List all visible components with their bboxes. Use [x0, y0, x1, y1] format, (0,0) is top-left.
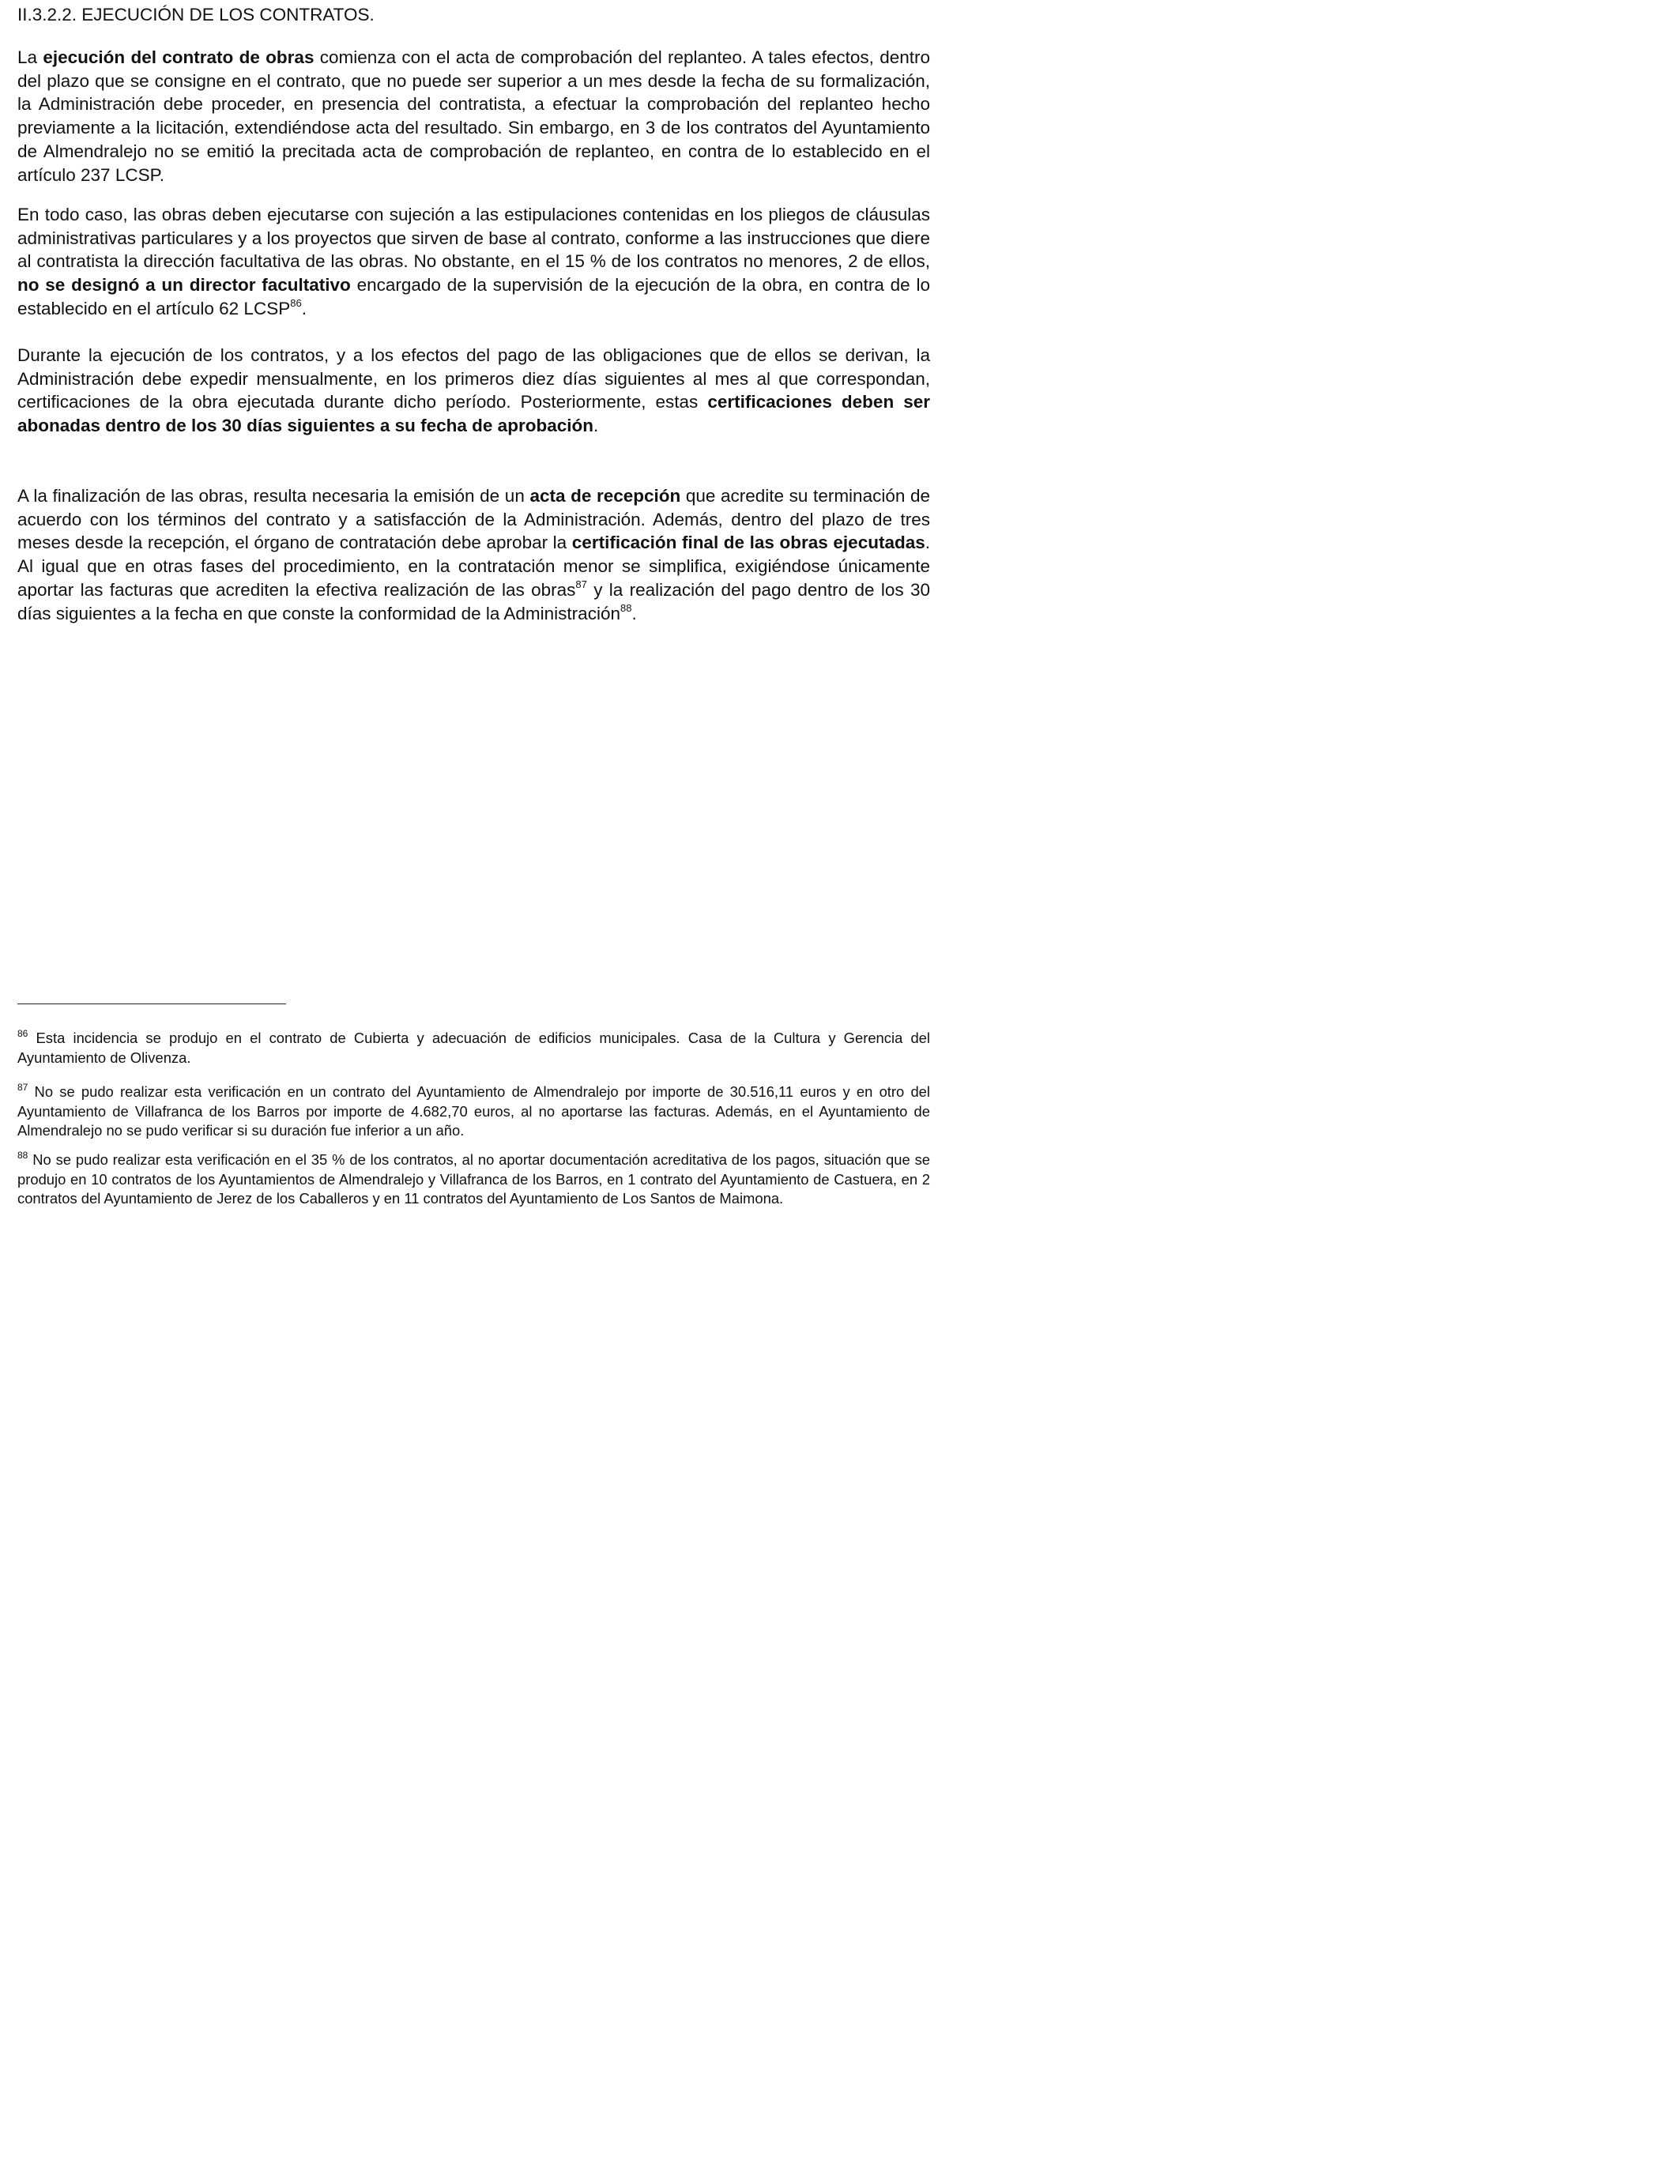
p1-text-2: comienza con el acta de comprobación del replanteo. A tales efectos, dentro del plazo que se consigne en el contrato, que no puede ser superior a un mes desde la fecha de su formalización, la Administración debe proceder, en presencia del contratista, a efectuar la comprobación del replanteo hecho previamente a la licitación, extendiéndose acta del resultado. Sin embargo, en 3 de los contratos del Ayuntamiento de Almendralejo no se emitió la precitada acta de comprobación de replanteo, en contra de lo establecido en el artículo 237 LCSP.	[17, 47, 930, 185]
p4-bold-2: certificación final de las obras ejecutadas	[571, 533, 925, 553]
paragraph-director-facultativo	[17, 203, 930, 321]
paragraph-obras-execution	[17, 46, 930, 186]
p3-text-1: Durante la ejecución de los contratos, y a los efectos del pago de las obligaciones que de ellos se derivan, la Administración debe expedir mensualmente, en los primeros diez días siguientes al mes al que correspondan, certificaciones de la obra ejecutada durante dicho período. Posteriormente, estas	[17, 345, 930, 412]
footnote-text: Esta incidencia se produjo en el contrato de Cubierta y adecuación de edificios municipales. Casa de la Cultura y Gerencia del Ayuntamiento de Olivenza.	[17, 1030, 930, 1066]
p1-text-1: La	[17, 47, 43, 67]
p3-text-2: .	[593, 416, 599, 436]
p4-text-4: y la realización del pago dentro de los 30 días siguientes a la fecha en que conste la conformidad de la Administración	[17, 579, 930, 623]
p2-bold-1: no se designó a un director facultativo	[17, 275, 351, 296]
p4-text-5: .	[631, 603, 637, 623]
footnote-ref-87[interactable]: 87	[575, 578, 587, 590]
p2-text-2: encargado de la supervisión de la ejecución de la obra, en contra de lo establecido en el artículo 62 LCSP	[17, 275, 930, 318]
footnote-86	[17, 1029, 930, 1068]
p4-bold-1: acta de recepción	[529, 486, 681, 506]
footnote-number: 88	[17, 1150, 28, 1161]
footnote-number: 86	[17, 1028, 28, 1039]
p1-bold-1: ejecución del contrato de obras	[43, 47, 315, 67]
footnote-88	[17, 1150, 930, 1209]
p2-text-1: En todo caso, las obras deben ejecutarse con sujeción a las estipulaciones contenidas en los pliegos de cláusulas administrativas particulares y a los proyectos que sirven de base al contrato, conforme a las instrucciones que diere al contratista la dirección facultativa de las obras. No obstante, en el 15 % de los contratos no menores, 2 de ellos,	[17, 205, 930, 272]
footnote-text: No se pudo realizar esta verificación en un contrato del Ayuntamiento de Almendralejo por importe de 30.516,11 euros y en otro del Ayuntamiento de Villafranca de los Barros por importe de 4.682,70 euros, al no aportarse las facturas. Además, en el Ayuntamiento de Almendralejo no se pudo verificar si su duración fue inferior a un año.	[17, 1083, 930, 1139]
p3-bold-1: certificaciones deben ser abonadas dentro de los 30 días siguientes a su fecha de aprobación	[17, 392, 930, 436]
section-heading: II.3.2.2. EJECUCIÓN DE LOS CONTRATOS.	[17, 5, 375, 24]
p4-text-2: que acredite su terminación de acuerdo con los términos del contrato y a satisfacción de la Administración. Además, dentro del plazo de tres meses desde la recepción, el órgano de contratación debe aprobar la	[17, 486, 931, 553]
p4-text-3: . Al igual que en otras fases del procedimiento, en la contratación menor se simplifica, exigiéndose únicamente aportar las facturas que acrediten la efectiva realización de las obras	[17, 533, 930, 600]
footnote-ref-88[interactable]: 88	[620, 601, 632, 614]
p4-text-1: A la finalización de las obras, resulta necesaria la emisión de un	[17, 486, 530, 506]
footnote-text: No se pudo realizar esta verificación en el 35 % de los contratos, al no aportar documentación acreditativa de los pagos, situación que se produjo en 10 contratos de los Ayuntamientos de Almendralejo y Villafranca de los Barros, en 1 contrato del Ayuntamiento de Castuera, en 2 contratos del Ayuntamiento de Jerez de los Caballeros y en 11 contratos del Ayuntamiento de Los Santos de Maimona.	[17, 1151, 930, 1207]
footnote-number: 87	[17, 1082, 28, 1093]
paragraph-acta-recepcion	[17, 484, 930, 625]
paragraph-certificaciones	[17, 344, 930, 438]
p2-text-3: .	[301, 298, 307, 318]
footnote-87	[17, 1083, 930, 1141]
footnote-ref-86[interactable]: 86	[290, 296, 302, 309]
